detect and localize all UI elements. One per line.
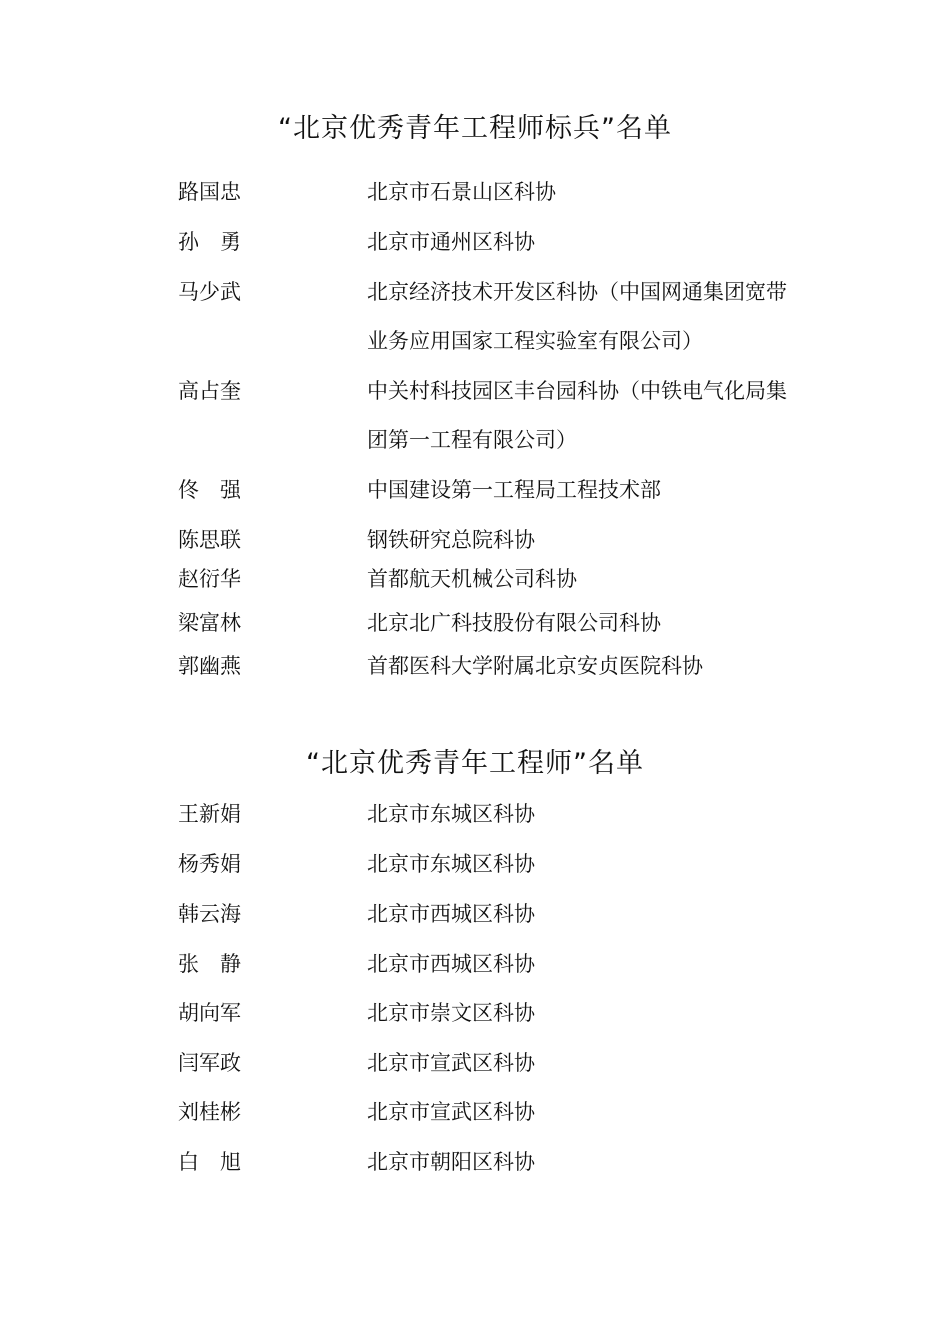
- entry-name: 郭幽燕: [178, 654, 241, 678]
- entry-organization: 北京市崇文区科协: [367, 1001, 535, 1025]
- entry-organization: 北京市石景山区科协: [367, 180, 556, 204]
- entry-organization: 中关村科技园区丰台园科协（中铁电气化局集: [367, 379, 787, 403]
- entry-name: 韩云海: [178, 902, 241, 926]
- entry-name: 白 旭: [178, 1150, 241, 1174]
- entry-organization: 北京经济技术开发区科协（中国网通集团宽带: [367, 280, 787, 304]
- entry-organization: 钢铁研究总院科协: [367, 528, 535, 552]
- entry-organization: 北京市西城区科协: [367, 902, 535, 926]
- entry-organization: 北京市东城区科协: [367, 852, 535, 876]
- entry-name: 高占奎: [178, 379, 241, 403]
- entry-organization: 首都航天机械公司科协: [367, 567, 577, 591]
- entry-name: 杨秀娟: [178, 852, 241, 876]
- entry-organization: 北京北广科技股份有限公司科协: [367, 611, 661, 635]
- entry-name: 王新娟: [178, 802, 241, 826]
- entry-name: 陈思联: [178, 528, 241, 552]
- entry-organization-continued: 团第一工程有限公司）: [367, 428, 577, 452]
- entry-organization: 北京市朝阳区科协: [367, 1150, 535, 1174]
- section-title-model: “北京优秀青年工程师标兵”名单: [278, 113, 672, 144]
- entry-organization: 北京市宣武区科协: [367, 1051, 535, 1075]
- entry-name: 马少武: [178, 280, 241, 304]
- entry-name: 刘桂彬: [178, 1100, 241, 1124]
- entry-organization: 北京市通州区科协: [367, 230, 535, 254]
- entry-name: 赵衍华: [178, 567, 241, 591]
- entry-name: 梁富林: [178, 611, 241, 635]
- entry-name: 孙 勇: [178, 230, 241, 254]
- entry-organization: 中国建设第一工程局工程技术部: [367, 478, 661, 502]
- entry-name: 张 静: [178, 952, 241, 976]
- entry-organization: 北京市宣武区科协: [367, 1100, 535, 1124]
- entry-name: 路国忠: [178, 180, 241, 204]
- entry-organization: 北京市东城区科协: [367, 802, 535, 826]
- entry-name: 佟 强: [178, 478, 241, 502]
- entry-organization-continued: 业务应用国家工程实验室有限公司）: [367, 329, 703, 353]
- entry-name: 闫军政: [178, 1051, 241, 1075]
- entry-name: 胡向军: [178, 1001, 241, 1025]
- entry-organization: 北京市西城区科协: [367, 952, 535, 976]
- section-title-outstanding: “北京优秀青年工程师”名单: [306, 748, 644, 779]
- entry-organization: 首都医科大学附属北京安贞医院科协: [367, 654, 703, 678]
